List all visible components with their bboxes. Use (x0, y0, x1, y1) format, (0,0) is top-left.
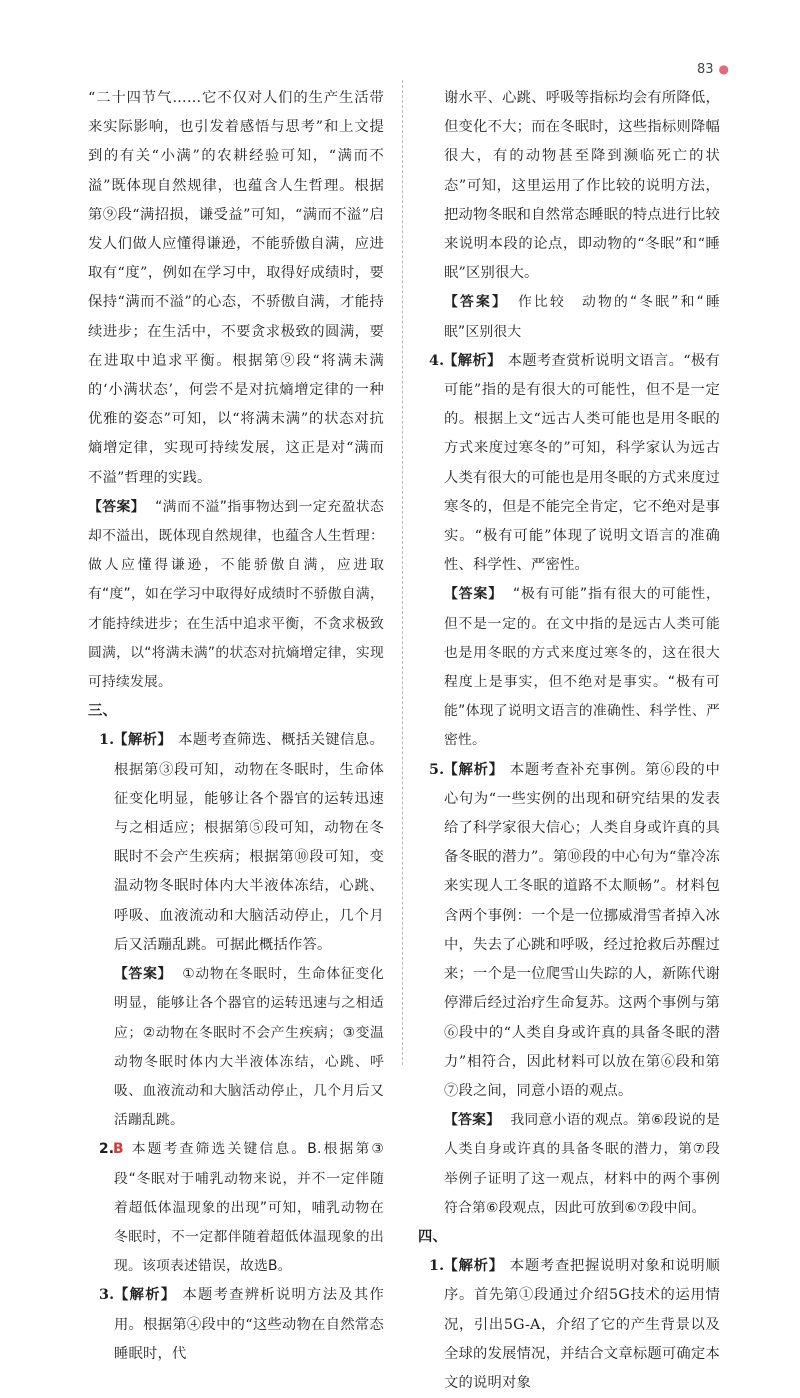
question-4-analysis (418, 347, 720, 581)
question-2 (88, 1135, 384, 1281)
question-number: 1. (99, 732, 115, 749)
question-number: 5. (429, 761, 445, 778)
answer-block (88, 493, 384, 697)
answer-label: 【答案】 (444, 294, 508, 311)
column-divider (402, 80, 403, 1065)
question-1-answer (88, 960, 384, 1135)
answer-choice: B (113, 1141, 124, 1158)
answer-label: 【答案】 (444, 586, 503, 603)
question-5-analysis (418, 756, 720, 1106)
question-4-answer (418, 580, 720, 755)
question-3-analysis (88, 1281, 384, 1369)
page-number (697, 62, 729, 77)
analysis-text: 本题考查筛选、概括关键信息。根据第③段可知，动物在冬眠时，生命体征变化明显，能够让各个器官的运转迅速与之相适应；根据第⑤段可知，动物在冬眠时不会产生疾病；根据第⑩段可知，变温动物冬眠时体内大半液体冻结，心跳、呼吸、血液流动和大脑活动停止，几个月后又活蹦乱跳。可据此概括作答。 (114, 732, 384, 953)
answer-text: ①动物在冬眠时，生命体征变化明显，能够让各个器官的运转迅速与之相适应；②动物在冬眠时不会产生疾病；③变温动物冬眠时体内大半液体冻结，心跳、呼吸、血液流动和大脑活动停止，几个月后又活蹦乱跳。 (114, 966, 384, 1129)
analysis-label: 【解析】 (113, 1287, 177, 1304)
analysis-label: 【解析】 (443, 761, 504, 778)
section-4-question-1-analysis (418, 1252, 720, 1398)
right-column (418, 84, 720, 1398)
intro-paragraph: “二十四节气……它不仅对人们的生产生活带来实际影响，也引发着感悟与思考”和上文提到的有关“小满”的农耕经验可知，“满而不溢”既体现自然规律，也蕴含人生哲理。根据第⑨段“满招损，谦受益”可知，“满而不溢”启发人们做人应懂得谦逊，不能骄傲自满，应进取有“度”，例如在学习中，取得好成绩时，要保持“满而不溢”的心态，不骄傲自满，才能持续进步；在生活中，不要贪求极致的圆满，要在进取中追求平衡。根据第⑨段“将满未满的‘小满状态’，何尝不是对抗熵增定律的一种优雅的姿态”可知，以“将满未满”的状态对抗熵增定律，实现可持续发展，这正是对“满而不溢”哲理的实践。 (88, 90, 384, 486)
page-dot-icon: ● (718, 62, 730, 76)
analysis-text: 本题考查补充事例。第⑥段的中心句为“一些实例的出现和研究结果的发表给了科学家很大信心；人类自身或许真的具备冬眠的潜力”。第⑩段的中心句为“靠冷冻来实现人工冬眠的道路不太顺畅”。材料包含两个事例：一个是一位挪威滑雪者掉入冰中，失去了心跳和呼吸，经过抢救后苏醒过来；一个是一位爬雪山失踪的人，新陈代谢停滞后经过治疗生命复苏。这两个事例与第⑥段中的“人类自身或许真的具备冬眠的潜力”相符合，因此材料可以放在第⑥段和第⑦段之间，同意小语的观点。 (444, 761, 720, 1099)
analysis-text: 本题考查把握说明对象和说明顺序。首先第①段通过介绍5G技术的运用情况，引出5G-A，介绍了它的产生背景以及全球的发展情况，并结合文章标题可确定本文的说明对象 (444, 1258, 720, 1391)
answer-text: 作比较 动物的“冬眠”和“睡眠”区别很大 (444, 294, 720, 340)
question-2-text: 本题考查筛选关键信息。B.根据第③段“冬眠对于哺乳动物来说，并不一定伴随着超低体温现象的出现”可知，哺乳动物在冬眠时，不一定都伴随着超低体温现象的出现。该项表述错误，故选B。 (114, 1141, 384, 1275)
section-heading-3: 三、 (88, 703, 117, 720)
left-column (88, 84, 384, 1369)
answer-text: “极有可能”指有很大的可能性，但不是一定的。在文中指的是远古人类可能也是用冬眠的方式来度过寒冬的，这在很大程度上是事实，但不绝对是事实。“极有可能”体现了说明文语言的准确性、科学性、严密性。 (444, 586, 720, 749)
question-number: 3. (99, 1287, 115, 1304)
analysis-text: 本题考查赏析说明文语言。“极有可能”指的是有很大的可能性，但不是一定的。根据上文“远古人类可能也是用冬眠的方式来度过寒冬的”可知，科学家认为远古人类有很大的可能也是用冬眠的方式来度过寒冬的，但是不能完全肯定，它不绝对是事实。“极有可能”体现了说明文语言的准确性、科学性、严密性。 (444, 352, 720, 574)
question-5-answer (418, 1106, 720, 1223)
question-3-analysis-continued: 谢水平、心跳、呼吸等指标均会有所降低，但变化不大；而在冬眠时，这些指标则降幅很大，有的动物甚至降到濒临死亡的状态”可知，这里运用了作比较的说明方法，把动物冬眠和自然常态睡眠的特点进行比较来说明本段的论点，即动物的“冬眠”和“睡眠”区别很大。 (444, 90, 720, 282)
answer-label: 【答案】 (444, 1112, 501, 1129)
question-number: 2. (99, 1141, 115, 1158)
analysis-text: 本题考查辨析说明方法及其作用。根据第④段中的“这些动物在自然常态睡眠时，代 (114, 1287, 384, 1362)
analysis-label: 【解析】 (443, 352, 502, 369)
question-number: 4. (429, 352, 445, 369)
answer-text: 我同意小语的观点。第⑥段说的是人类自身或许真的具备冬眠的潜力，第⑦段举例子证明了这一观点，材料中的两个事例符合第⑥段观点，因此可放到⑥⑦段中间。 (444, 1112, 720, 1216)
section-heading-4: 四、 (418, 1228, 447, 1245)
page-number-text: 83 (697, 62, 714, 77)
analysis-label: 【解析】 (113, 732, 173, 749)
question-1-analysis (88, 726, 384, 960)
question-3-answer (418, 288, 720, 346)
question-number: 1. (429, 1258, 445, 1275)
answer-label: 【答案】 (88, 498, 146, 515)
answer-label: 【答案】 (114, 966, 173, 983)
answer-text: “满而不溢”指事物达到一定充盈状态却不溢出，既体现自然规律，也蕴含人生哲理：做人应懂得谦逊，不能骄傲自满，应进取有“度”，如在学习中取得好成绩时不骄傲自满，才能持续进步；在生活中追求平衡，不贪求极致圆满，以“将满未满”的状态对抗熵增定律，实现可持续发展。 (88, 498, 384, 691)
analysis-label: 【解析】 (443, 1258, 504, 1275)
